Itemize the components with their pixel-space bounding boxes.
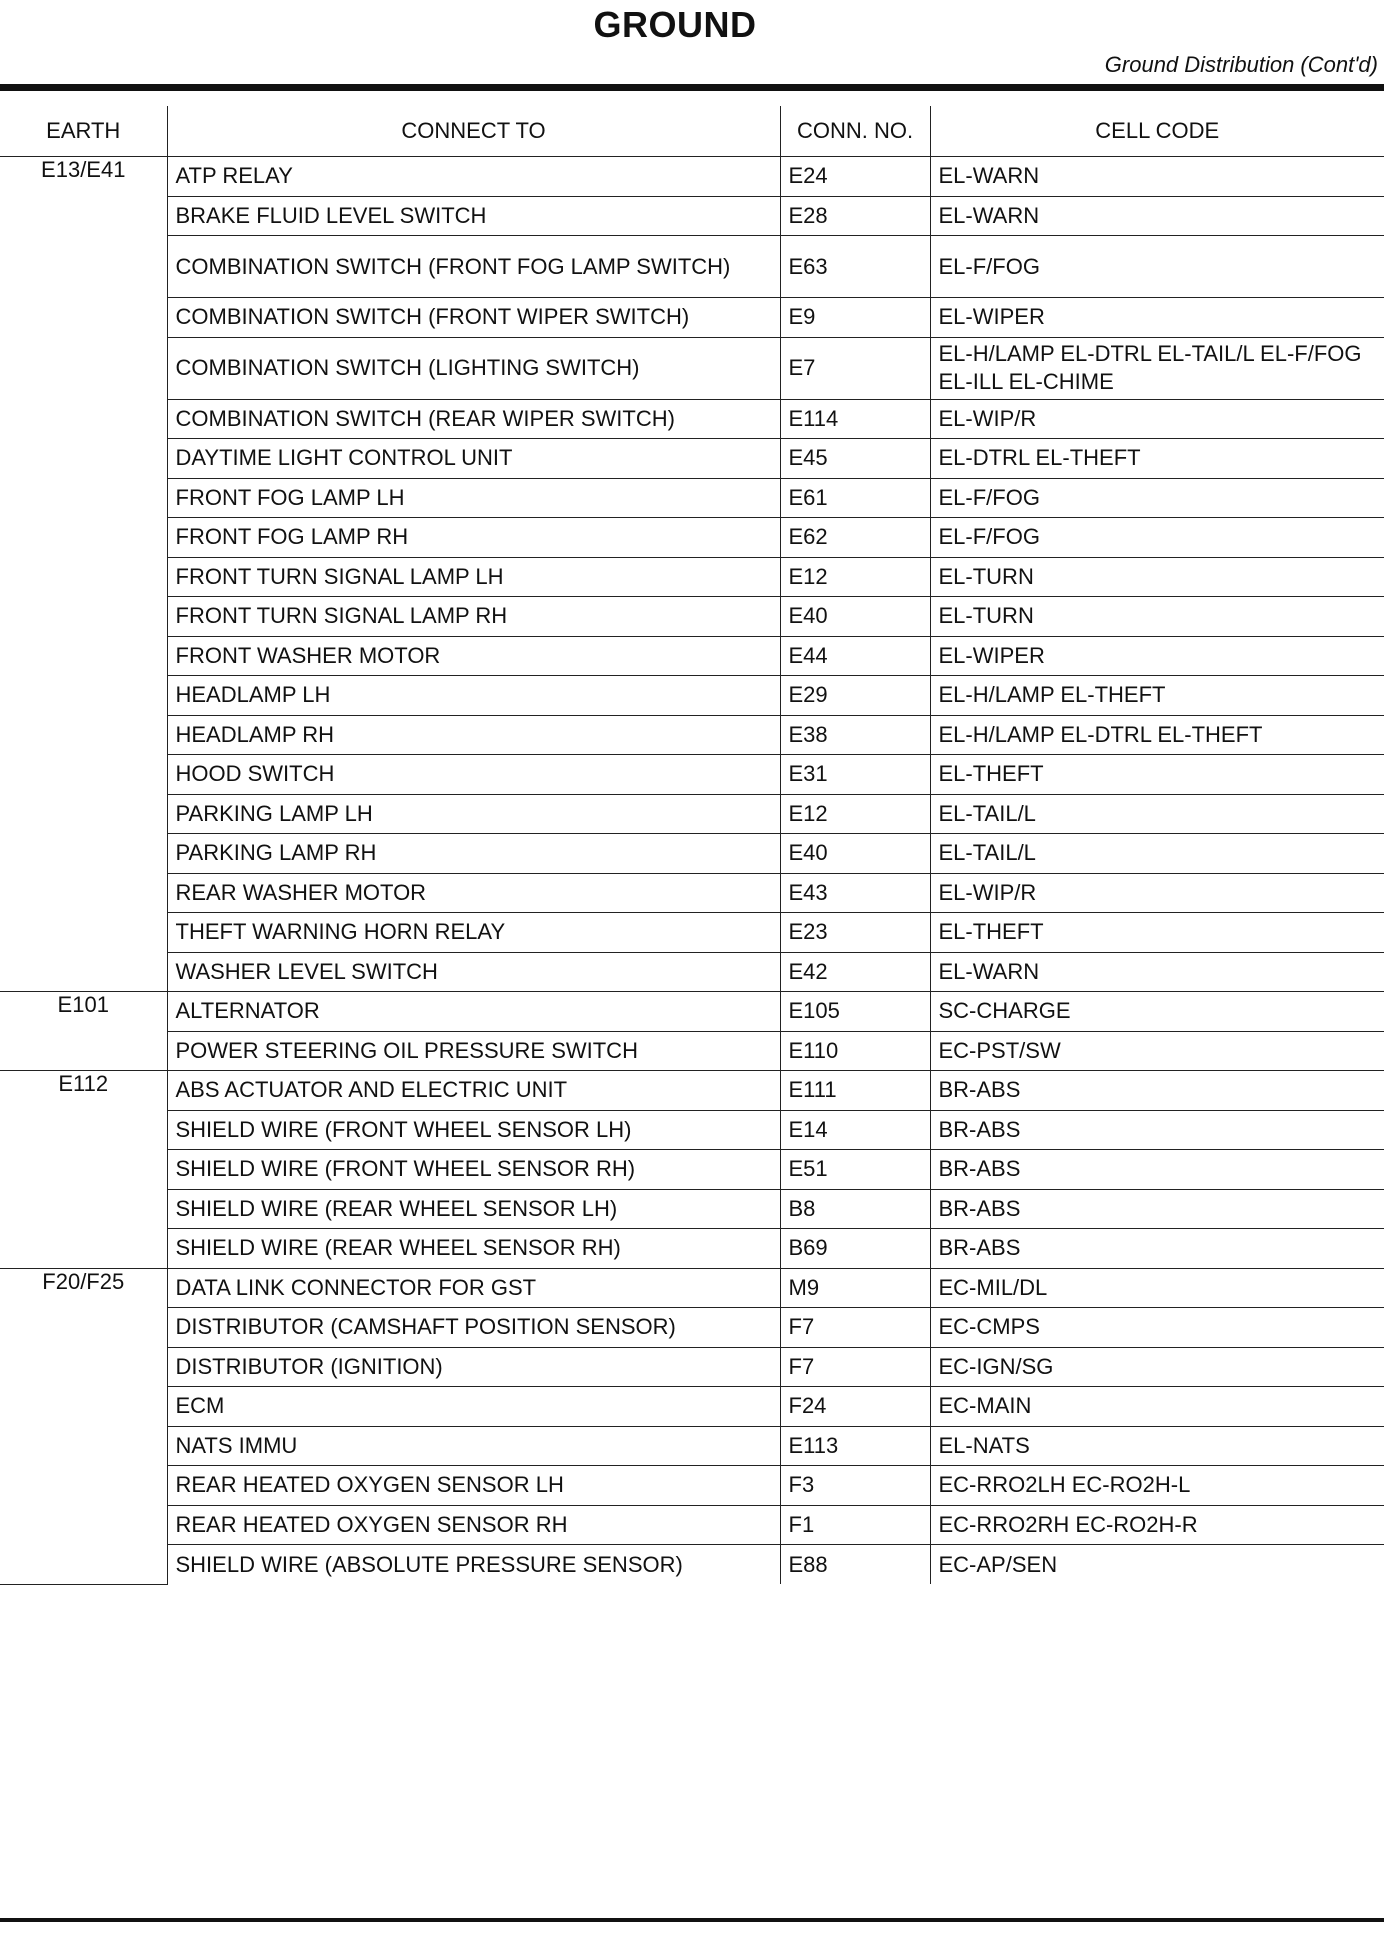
table-row	[0, 337, 1384, 399]
table-row	[0, 1189, 1384, 1229]
cell-code-cell: EL-F/FOG	[930, 236, 1384, 298]
column-header-conn-no: CONN. NO.	[780, 106, 930, 157]
connect-to-cell: ATP RELAY	[167, 157, 780, 197]
cell-code-cell: EC-AP/SEN	[930, 1545, 1384, 1585]
earth-cell: E112	[0, 1071, 167, 1269]
table-row	[0, 873, 1384, 913]
table-row	[0, 1545, 1384, 1585]
conn-no-cell: E114	[780, 399, 930, 439]
cell-code-cell: EL-TAIL/L	[930, 794, 1384, 834]
cell-code-cell: EL-NATS	[930, 1426, 1384, 1466]
conn-no-cell: B69	[780, 1229, 930, 1269]
connect-to-cell: ECM	[167, 1387, 780, 1427]
cell-code-cell: EL-WIPER	[930, 298, 1384, 338]
connect-to-cell: DISTRIBUTOR (IGNITION)	[167, 1347, 780, 1387]
cell-code-cell: EC-CMPS	[930, 1308, 1384, 1348]
cell-code-cell: EC-IGN/SG	[930, 1347, 1384, 1387]
connect-to-cell: SHIELD WIRE (ABSOLUTE PRESSURE SENSOR)	[167, 1545, 780, 1585]
connect-to-cell: FRONT TURN SIGNAL LAMP RH	[167, 597, 780, 637]
table-row	[0, 952, 1384, 992]
conn-no-cell: E28	[780, 196, 930, 236]
connect-to-cell: DATA LINK CONNECTOR FOR GST	[167, 1268, 780, 1308]
conn-no-cell: E40	[780, 597, 930, 637]
conn-no-cell: E111	[780, 1071, 930, 1111]
table-row	[0, 1387, 1384, 1427]
cell-code-cell: BR-ABS	[930, 1071, 1384, 1111]
conn-no-cell: E29	[780, 676, 930, 716]
conn-no-cell: E9	[780, 298, 930, 338]
cell-code-cell: EL-TURN	[930, 597, 1384, 637]
connect-to-cell: SHIELD WIRE (FRONT WHEEL SENSOR LH)	[167, 1110, 780, 1150]
header-row	[0, 106, 1384, 157]
table-row	[0, 1150, 1384, 1190]
connect-to-cell: THEFT WARNING HORN RELAY	[167, 913, 780, 953]
table-row	[0, 794, 1384, 834]
conn-no-cell: E42	[780, 952, 930, 992]
conn-no-cell: F7	[780, 1347, 930, 1387]
table-row	[0, 1268, 1384, 1308]
conn-no-cell: E31	[780, 755, 930, 795]
connect-to-cell: FRONT FOG LAMP RH	[167, 518, 780, 558]
table-body	[0, 157, 1384, 1585]
conn-no-cell: E12	[780, 794, 930, 834]
connect-to-cell: REAR HEATED OXYGEN SENSOR LH	[167, 1466, 780, 1506]
cell-code-cell: EL-WIP/R	[930, 873, 1384, 913]
table-row	[0, 196, 1384, 236]
page-subtitle: Ground Distribution (Cont'd)	[1104, 52, 1378, 77]
cell-code-cell: EC-RRO2LH EC-RO2H-L	[930, 1466, 1384, 1506]
cell-code-cell: SC-CHARGE	[930, 992, 1384, 1032]
conn-no-cell: E105	[780, 992, 930, 1032]
connect-to-cell: DISTRIBUTOR (CAMSHAFT POSITION SENSOR)	[167, 1308, 780, 1348]
connect-to-cell: HEADLAMP RH	[167, 715, 780, 755]
table-row	[0, 518, 1384, 558]
conn-no-cell: F3	[780, 1466, 930, 1506]
cell-code-cell: EC-PST/SW	[930, 1031, 1384, 1071]
cell-code-cell: EL-TAIL/L	[930, 834, 1384, 874]
cell-code-cell: EL-WIP/R	[930, 399, 1384, 439]
conn-no-cell: E24	[780, 157, 930, 197]
cell-code-cell: EL-F/FOG	[930, 478, 1384, 518]
table-row	[0, 597, 1384, 637]
connect-to-cell: REAR WASHER MOTOR	[167, 873, 780, 913]
earth-cell: E101	[0, 992, 167, 1071]
connect-to-cell: NATS IMMU	[167, 1426, 780, 1466]
cell-code-cell: BR-ABS	[930, 1110, 1384, 1150]
conn-no-cell: M9	[780, 1268, 930, 1308]
conn-no-cell: E113	[780, 1426, 930, 1466]
table-row	[0, 992, 1384, 1032]
connect-to-cell: BRAKE FLUID LEVEL SWITCH	[167, 196, 780, 236]
cell-code-cell: BR-ABS	[930, 1150, 1384, 1190]
table-row	[0, 1031, 1384, 1071]
cell-code-cell: EL-WIPER	[930, 636, 1384, 676]
table-row	[0, 755, 1384, 795]
bottom-rule	[0, 1918, 1384, 1922]
cell-code-cell: EL-DTRL EL-THEFT	[930, 439, 1384, 479]
cell-code-cell: EL-WARN	[930, 196, 1384, 236]
table-row	[0, 715, 1384, 755]
connect-to-cell: DAYTIME LIGHT CONTROL UNIT	[167, 439, 780, 479]
connect-to-cell: FRONT TURN SIGNAL LAMP LH	[167, 557, 780, 597]
connect-to-cell: HEADLAMP LH	[167, 676, 780, 716]
conn-no-cell: B8	[780, 1189, 930, 1229]
table-row	[0, 1426, 1384, 1466]
cell-code-cell: EL-THEFT	[930, 755, 1384, 795]
table-row	[0, 636, 1384, 676]
table-row	[0, 1347, 1384, 1387]
cell-code-cell: EC-RRO2RH EC-RO2H-R	[930, 1505, 1384, 1545]
cell-code-cell: EL-WARN	[930, 952, 1384, 992]
conn-no-cell: E7	[780, 337, 930, 399]
earth-cell: F20/F25	[0, 1268, 167, 1584]
conn-no-cell: E88	[780, 1545, 930, 1585]
table-row	[0, 157, 1384, 197]
connect-to-cell: COMBINATION SWITCH (LIGHTING SWITCH)	[167, 337, 780, 399]
cell-code-cell: EC-MAIN	[930, 1387, 1384, 1427]
cell-code-cell: BR-ABS	[930, 1229, 1384, 1269]
conn-no-cell: E14	[780, 1110, 930, 1150]
table-row	[0, 399, 1384, 439]
conn-no-cell: E63	[780, 236, 930, 298]
column-header-cell-code: CELL CODE	[930, 106, 1384, 157]
table-row	[0, 557, 1384, 597]
conn-no-cell: E43	[780, 873, 930, 913]
connect-to-cell: PARKING LAMP RH	[167, 834, 780, 874]
table-row	[0, 439, 1384, 479]
connect-to-cell: COMBINATION SWITCH (FRONT WIPER SWITCH)	[167, 298, 780, 338]
table-row	[0, 236, 1384, 298]
conn-no-cell: E23	[780, 913, 930, 953]
top-rule	[0, 84, 1384, 91]
table-row	[0, 1308, 1384, 1348]
table-row	[0, 1229, 1384, 1269]
connect-to-cell: PARKING LAMP LH	[167, 794, 780, 834]
connect-to-cell: ALTERNATOR	[167, 992, 780, 1032]
conn-no-cell: F24	[780, 1387, 930, 1427]
conn-no-cell: E38	[780, 715, 930, 755]
table-row	[0, 913, 1384, 953]
column-header-connect-to: CONNECT TO	[167, 106, 780, 157]
connect-to-cell: SHIELD WIRE (REAR WHEEL SENSOR LH)	[167, 1189, 780, 1229]
conn-no-cell: E44	[780, 636, 930, 676]
cell-code-cell: EL-H/LAMP EL-THEFT	[930, 676, 1384, 716]
earth-cell: E13/E41	[0, 157, 167, 992]
table-row	[0, 1110, 1384, 1150]
conn-no-cell: F7	[780, 1308, 930, 1348]
cell-code-cell: EL-F/FOG	[930, 518, 1384, 558]
conn-no-cell: E51	[780, 1150, 930, 1190]
connect-to-cell: COMBINATION SWITCH (FRONT FOG LAMP SWITCH)	[167, 236, 780, 298]
cell-code-cell: EC-MIL/DL	[930, 1268, 1384, 1308]
ground-distribution-table	[0, 106, 1384, 1585]
table-row	[0, 1505, 1384, 1545]
connect-to-cell: WASHER LEVEL SWITCH	[167, 952, 780, 992]
connect-to-cell: POWER STEERING OIL PRESSURE SWITCH	[167, 1031, 780, 1071]
connect-to-cell: SHIELD WIRE (REAR WHEEL SENSOR RH)	[167, 1229, 780, 1269]
page-title: GROUND	[593, 4, 757, 45]
cell-code-cell: EL-TURN	[930, 557, 1384, 597]
connect-to-cell: REAR HEATED OXYGEN SENSOR RH	[167, 1505, 780, 1545]
conn-no-cell: E12	[780, 557, 930, 597]
cell-code-cell: BR-ABS	[930, 1189, 1384, 1229]
conn-no-cell: E110	[780, 1031, 930, 1071]
connect-to-cell: COMBINATION SWITCH (REAR WIPER SWITCH)	[167, 399, 780, 439]
conn-no-cell: E45	[780, 439, 930, 479]
conn-no-cell: E62	[780, 518, 930, 558]
connect-to-cell: ABS ACTUATOR AND ELECTRIC UNIT	[167, 1071, 780, 1111]
cell-code-cell: EL-H/LAMP EL-DTRL EL-TAIL/L EL-F/FOG EL-ILL EL-CHIME	[930, 337, 1384, 399]
connect-to-cell: FRONT WASHER MOTOR	[167, 636, 780, 676]
cell-code-cell: EL-WARN	[930, 157, 1384, 197]
conn-no-cell: F1	[780, 1505, 930, 1545]
cell-code-cell: EL-THEFT	[930, 913, 1384, 953]
table-row	[0, 676, 1384, 716]
connect-to-cell: FRONT FOG LAMP LH	[167, 478, 780, 518]
connect-to-cell: SHIELD WIRE (FRONT WHEEL SENSOR RH)	[167, 1150, 780, 1190]
conn-no-cell: E40	[780, 834, 930, 874]
table-row	[0, 478, 1384, 518]
conn-no-cell: E61	[780, 478, 930, 518]
table-row	[0, 1466, 1384, 1506]
column-header-earth: EARTH	[0, 106, 167, 157]
table-row	[0, 834, 1384, 874]
table-row	[0, 298, 1384, 338]
table-row	[0, 1071, 1384, 1111]
connect-to-cell: HOOD SWITCH	[167, 755, 780, 795]
cell-code-cell: EL-H/LAMP EL-DTRL EL-THEFT	[930, 715, 1384, 755]
